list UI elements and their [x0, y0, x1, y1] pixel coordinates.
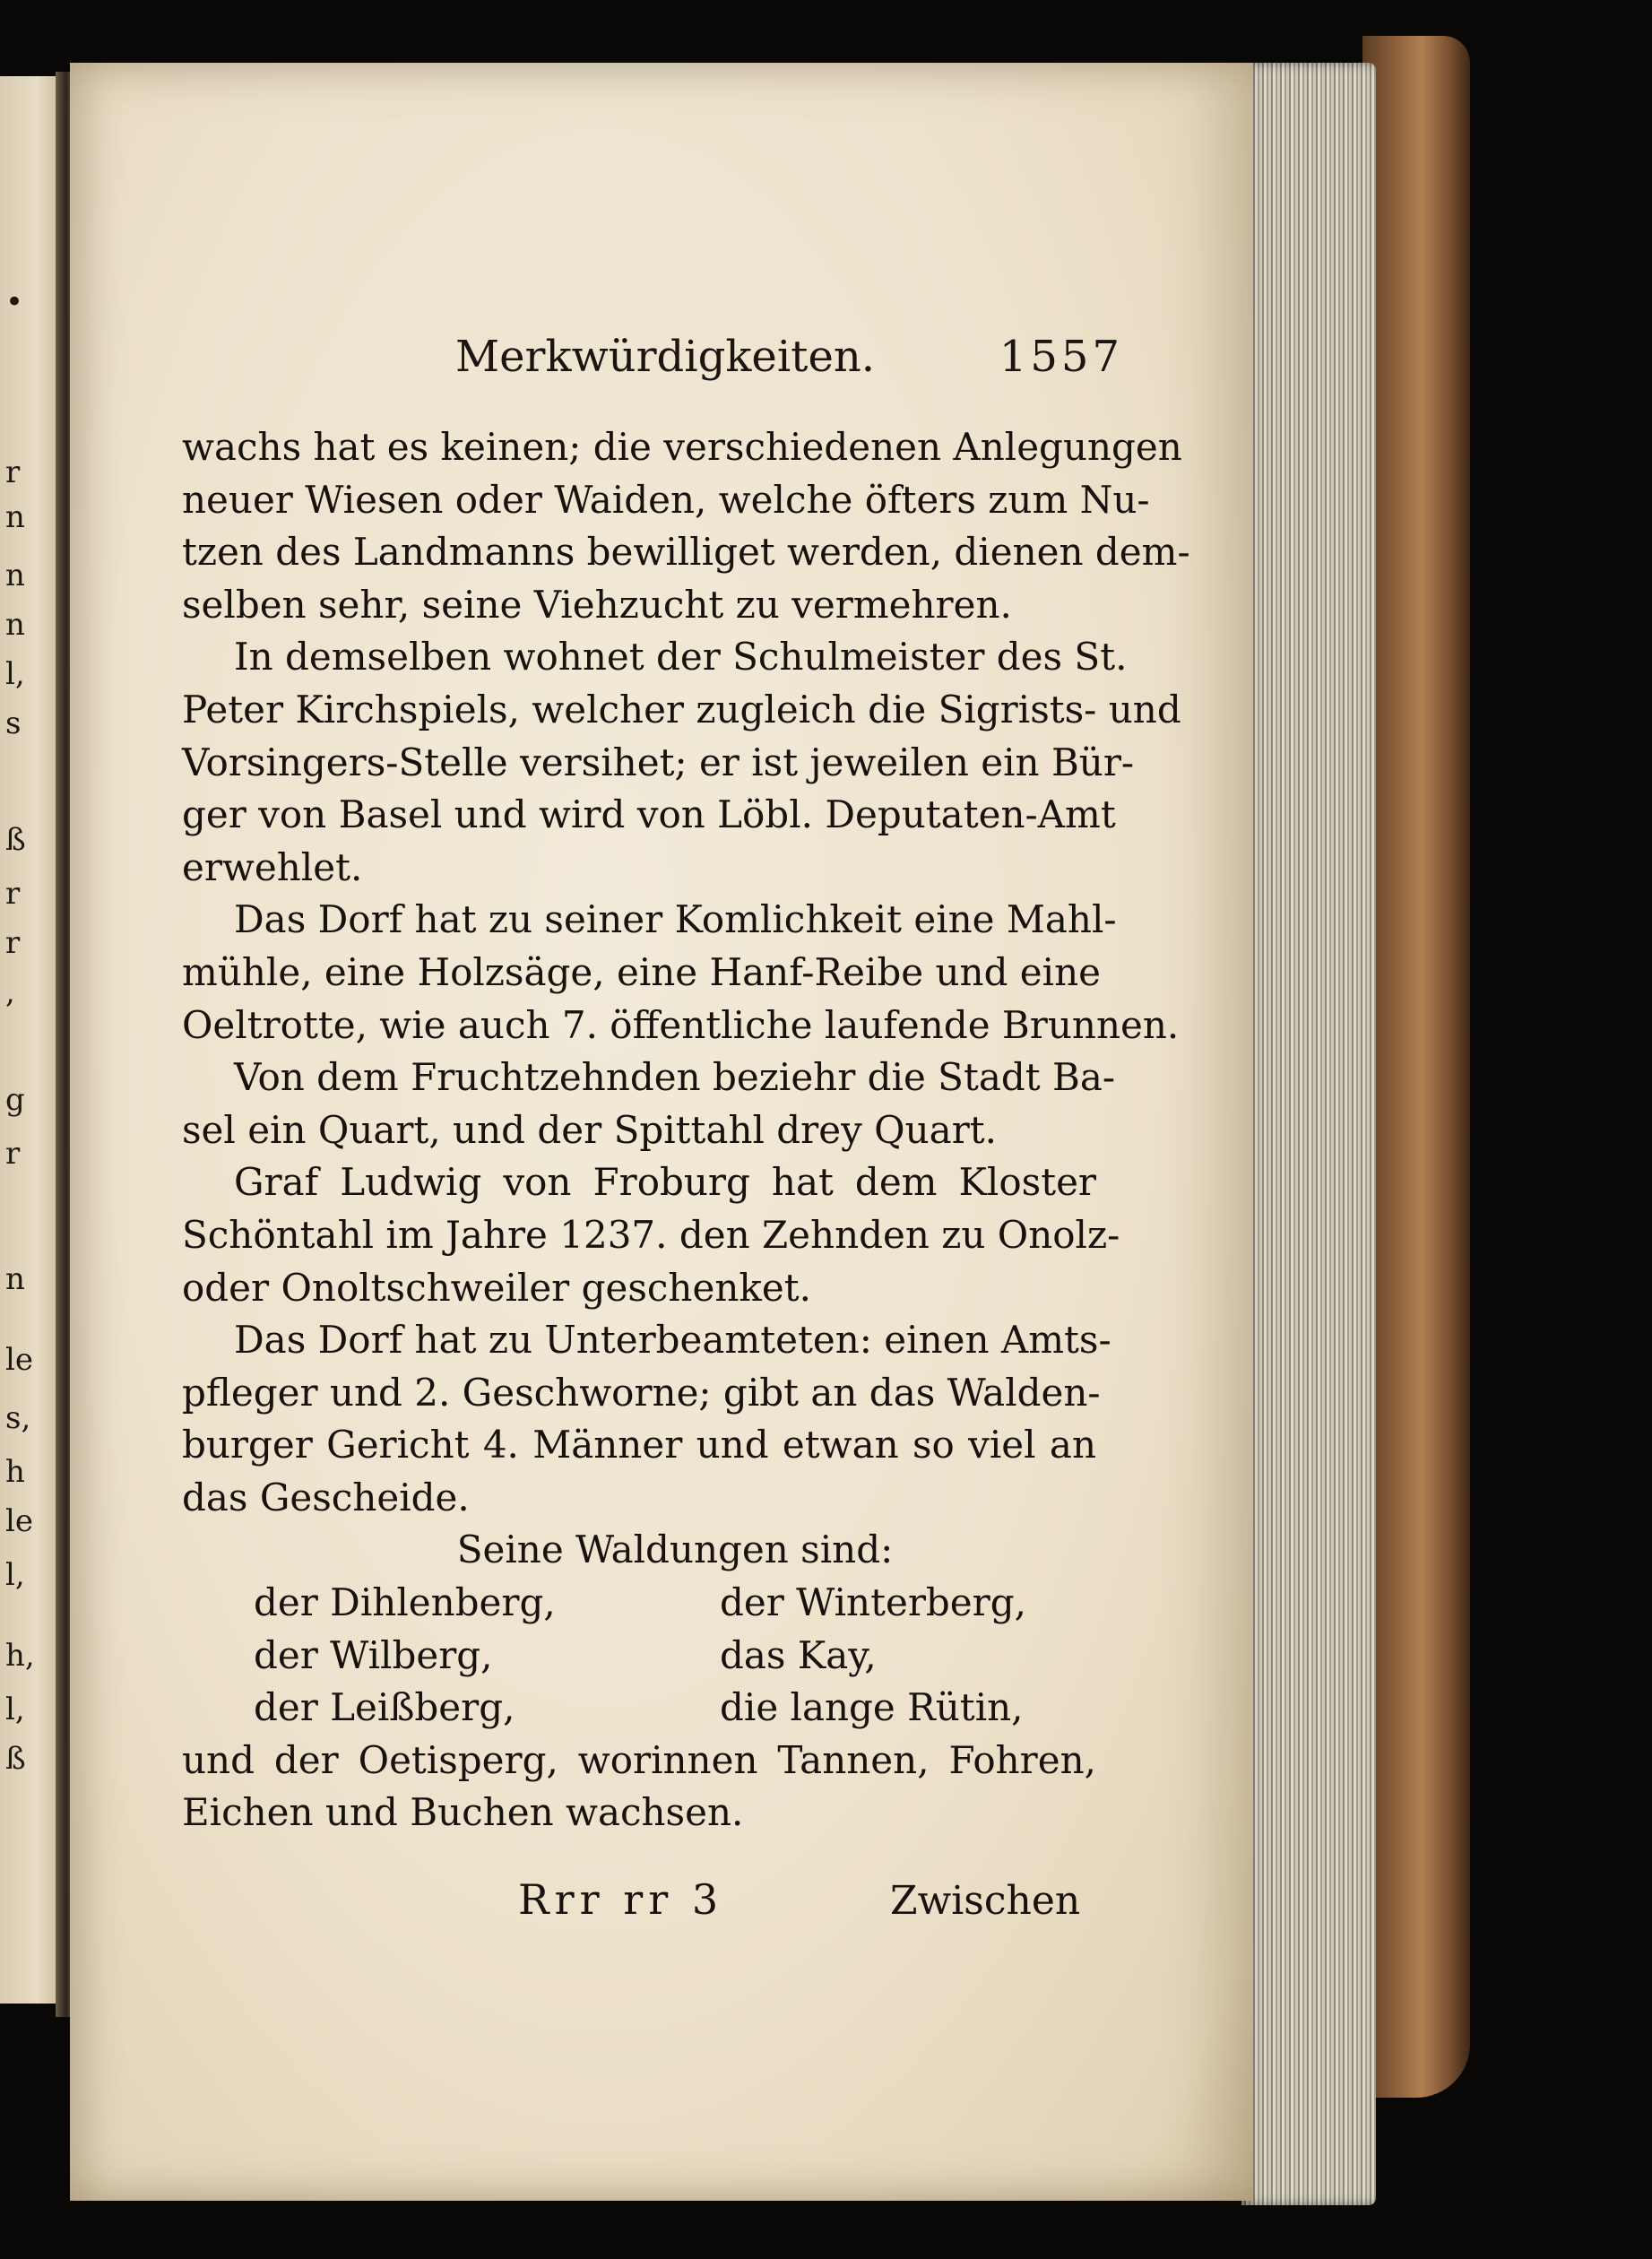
text-line: Peter Kirchspiels, welcher zugleich die Sigrists- und: [182, 687, 1181, 731]
text-line: Schöntahl im Jahre 1237. den Zehnden zu Onolz-: [182, 1212, 1120, 1257]
left-page-fragment: r: [5, 1136, 21, 1172]
text-line: ger von Basel und wird von Löbl. Deputaten-Amt: [182, 792, 1116, 837]
text-line: Das Dorf hat zu Unterbeamteten: einen Amts-: [234, 1318, 1111, 1363]
left-page-fragment: h,: [5, 1638, 35, 1674]
text-line: burger Gericht 4. Männer und etwan so viel an: [182, 1423, 1096, 1467]
text-line: neuer Wiesen oder Waiden, welche öfters zum Nu-: [182, 477, 1150, 522]
page-number: 1557: [999, 332, 1123, 382]
text-line: Graf Ludwig von Froburg hat dem Kloster: [234, 1160, 1096, 1205]
forest-name: der Winterberg,: [720, 1580, 1026, 1625]
book-page: [70, 63, 1253, 2201]
running-title: Merkwürdigkeiten.: [455, 332, 876, 382]
left-page-fragment: l,: [5, 1692, 25, 1727]
forest-name: der Wilberg,: [254, 1632, 493, 1677]
text-line: pfleger und 2. Geschworne; gibt an das Walden-: [182, 1370, 1101, 1415]
left-page-fragment: •: [5, 284, 24, 320]
forest-row: [182, 1682, 1096, 1735]
text-line: das Gescheide.: [182, 1475, 470, 1519]
text-line: Eichen und Buchen wachsen.: [182, 1790, 744, 1835]
left-page-fragment: s,: [5, 1400, 31, 1436]
left-page-fragment: l,: [5, 656, 25, 692]
forest-row: [182, 1630, 1096, 1683]
forest-name: das Kay,: [720, 1632, 877, 1677]
page-block-edges: [1241, 63, 1376, 2205]
left-page-fragment: n: [5, 1261, 25, 1297]
running-header: [455, 332, 1123, 394]
signature-mark: Rrr rr 3: [518, 1875, 724, 1924]
text-line: Oeltrotte, wie auch 7. öffentliche laufende Brunnen.: [182, 1002, 1180, 1047]
left-page-fragment: h: [5, 1454, 25, 1490]
left-page-fragment: ß: [5, 1741, 26, 1777]
text-line: Von dem Fruchtzehnden beziehr die Stadt Ba-: [234, 1055, 1116, 1100]
left-page-fragment: ß: [5, 822, 26, 858]
left-page-fragment: l,: [5, 1557, 25, 1593]
text-line: und der Oetisperg, worinnen Tannen, Fohren,: [182, 1737, 1096, 1782]
text-line: wachs hat es keinen; die verschiedenen Anlegungen: [182, 425, 1182, 469]
left-page-fragment: s: [5, 705, 22, 741]
text-line: sel ein Quart, und der Spittahl drey Quart.: [182, 1107, 998, 1152]
left-page-fragment: r: [5, 876, 21, 912]
forest-name: der Leißberg,: [254, 1685, 515, 1730]
left-page-fragment: r: [5, 925, 21, 961]
forest-name: der Dihlenberg,: [254, 1580, 556, 1625]
page-body: [182, 421, 1190, 1839]
left-page-fragment: n: [5, 499, 25, 535]
left-page-fragment: ,: [5, 974, 15, 1010]
text-line: selben sehr, seine Viehzucht zu vermehren.: [182, 582, 1012, 627]
forest-row: [182, 1577, 1096, 1630]
left-page-fragment: le: [5, 1342, 33, 1378]
left-page-fragment: r: [5, 454, 21, 490]
text-line: oder Onoltschweiler geschenket.: [182, 1265, 811, 1310]
section-heading: Seine Waldungen sind:: [456, 1528, 894, 1572]
catchword: Zwischen: [890, 1878, 1081, 1924]
left-page-fragment: n: [5, 558, 25, 593]
left-page-edge: [0, 76, 63, 2004]
book-cover-edge: [1362, 36, 1470, 2098]
text-line: Vorsingers-Stelle versihet; er ist jeweilen ein Bür-: [182, 740, 1135, 784]
text-line: tzen des Landmanns bewilliget werden, dienen dem-: [182, 530, 1190, 575]
left-page-fragment: le: [5, 1503, 33, 1539]
text-line: mühle, eine Holzsäge, eine Hanf-Reibe und eine: [182, 949, 1102, 994]
forest-name: die lange Rütin,: [720, 1685, 1024, 1730]
text-line: erwehlet.: [182, 844, 363, 889]
left-page-fragment: g: [5, 1082, 25, 1118]
text-line: Das Dorf hat zu seiner Komlichkeit eine Mahl-: [234, 897, 1117, 942]
text-line: In demselben wohnet der Schulmeister des St.: [234, 635, 1128, 679]
left-page-fragment: n: [5, 607, 25, 643]
